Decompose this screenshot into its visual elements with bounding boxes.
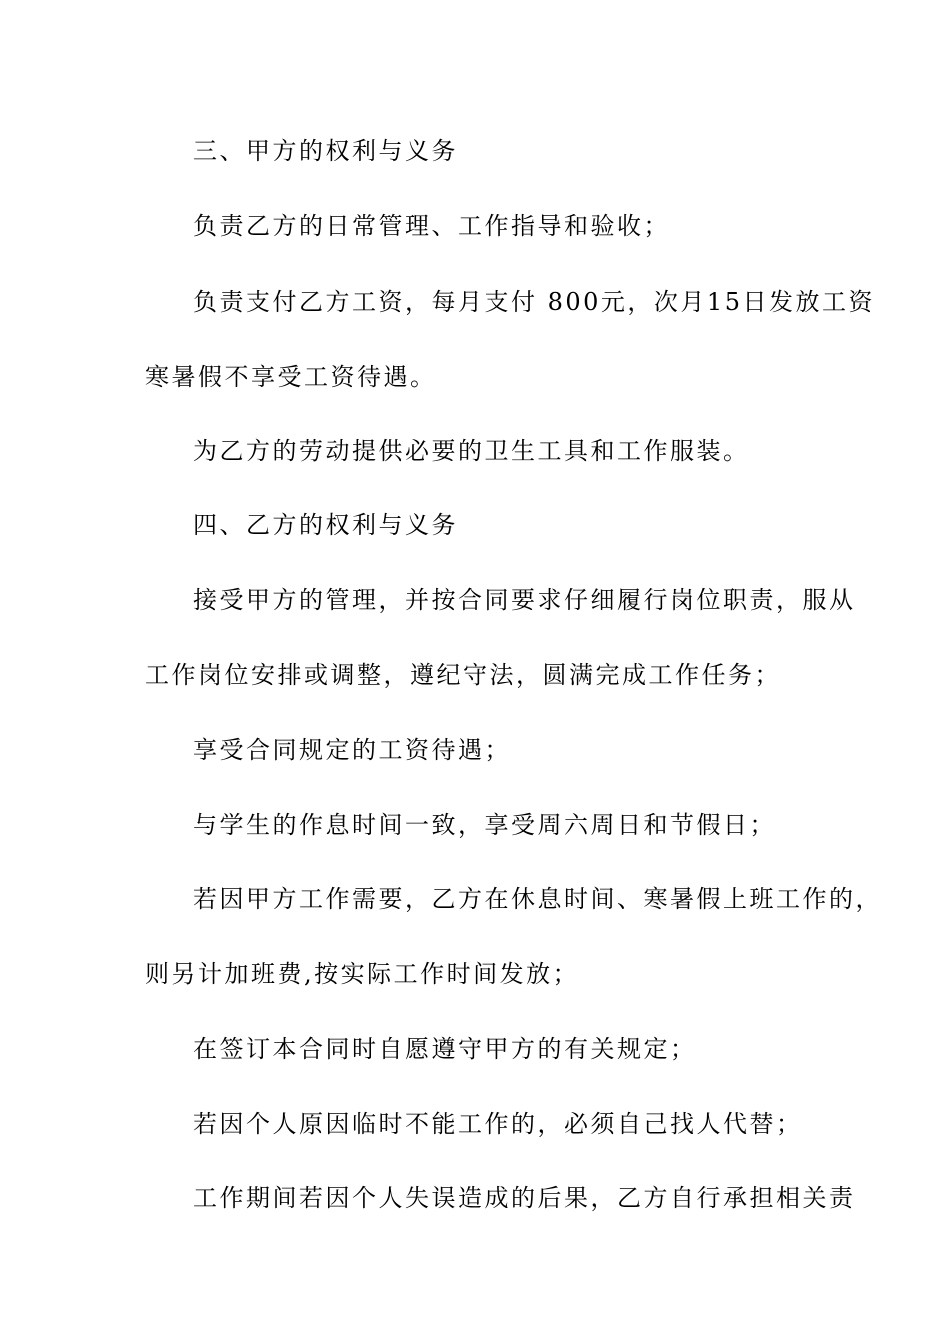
paragraph-line: 工作岗位安排或调整，遵纪守法，圆满完成工作任务； (145, 661, 781, 689)
paragraph-line: 为乙方的劳动提供必要的卫生工具和工作服装。 (193, 437, 750, 465)
paragraph-line: 负责乙方的日常管理、工作指导和验收； (193, 212, 670, 240)
paragraph-line: 寒暑假不享受工资待遇。 (145, 363, 437, 391)
section-heading-party-b: 四、乙方的权利与义务 (193, 511, 458, 539)
paragraph-line: 则另计加班费,按实际工作时间发放； (145, 960, 580, 988)
paragraph-line: 若因甲方工作需要，乙方在休息时间、寒暑假上班工作的， (193, 885, 882, 913)
paragraph-line: 接受甲方的管理，并按合同要求仔细履行岗位职责，服从 (193, 586, 856, 614)
paragraph-line: 负责支付乙方工资，每月支付 800元，次月15日发放工资 (193, 288, 875, 316)
paragraph-line: 工作期间若因个人失误造成的后果，乙方自行承担相关责 (193, 1184, 856, 1212)
paragraph-line: 在签订本合同时自愿遵守甲方的有关规定； (193, 1035, 697, 1063)
paragraph-line: 若因个人原因临时不能工作的，必须自己找人代替； (193, 1110, 803, 1138)
paragraph-line: 享受合同规定的工资待遇； (193, 736, 511, 764)
paragraph-line: 与学生的作息时间一致，享受周六周日和节假日； (193, 811, 776, 839)
section-heading-party-a: 三、甲方的权利与义务 (193, 137, 458, 165)
